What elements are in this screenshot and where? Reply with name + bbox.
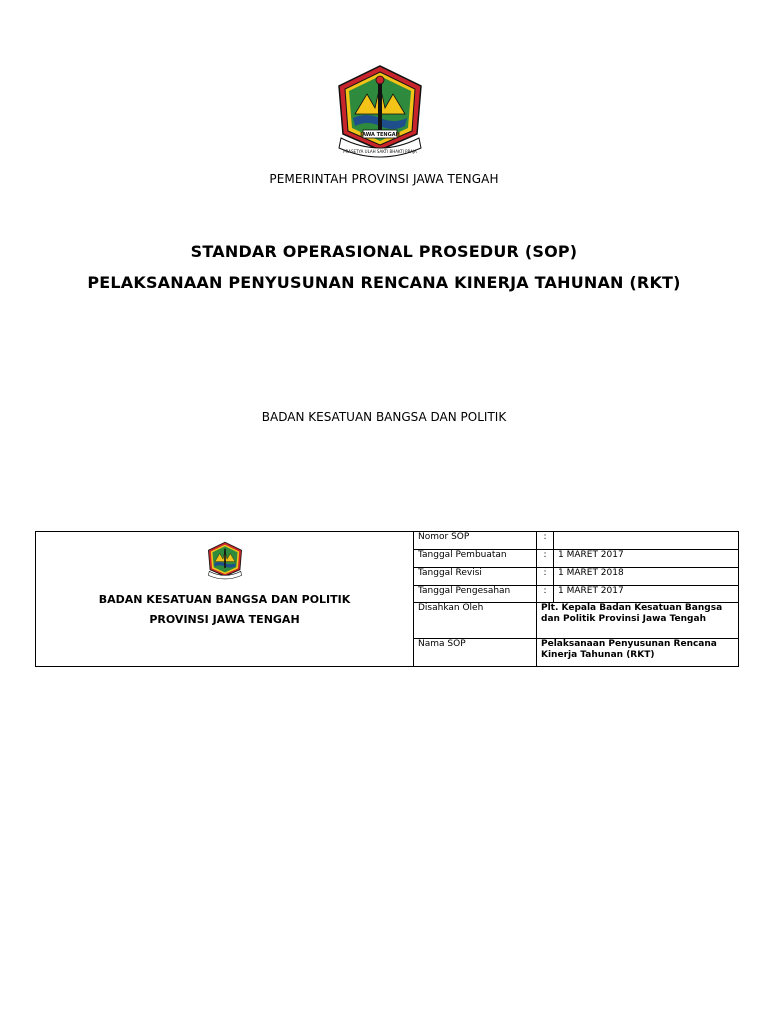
label-tanggal-pengesahan: Tanggal Pengesahan [414, 586, 537, 603]
document-title-line2: PELAKSANAAN PENYUSUNAN RENCANA KINERJA TAHUNAN (RKT) [87, 273, 681, 292]
label-disahkan-oleh: Disahkan Oleh [414, 603, 537, 639]
logo-ribbon-bottom: PRASETYA ULAH SAKTI BHAKTI PRAJA [343, 149, 417, 154]
disahkan-oleh-line2: dan Politik Provinsi Jawa Tengah [541, 614, 706, 624]
government-name: PEMERINTAH PROVINSI JAWA TENGAH [269, 172, 499, 186]
logo-ribbon-top: JAWA TENGAH [360, 132, 400, 138]
value-tanggal-pengesahan: 1 MARET 2017 [554, 586, 739, 603]
org-name-line2: PROVINSI JAWA TENGAH [149, 613, 300, 626]
agency-name: BADAN KESATUAN BANGSA DAN POLITIK [261, 410, 507, 424]
nama-sop-line1: Pelaksanaan Penyusunan Rencana [541, 639, 717, 649]
org-name-line1: BADAN KESATUAN BANGSA DAN POLITIK [98, 593, 351, 606]
value-tanggal-revisi: 1 MARET 2018 [554, 568, 739, 586]
org-cell [36, 532, 414, 667]
disahkan-oleh-line1: Plt. Kepala Badan Kesatuan Bangsa [541, 603, 723, 613]
document-title-line1: STANDAR OPERASIONAL PROSEDUR (SOP) [190, 242, 578, 261]
label-tanggal-pembuatan: Tanggal Pembuatan [414, 550, 537, 568]
value-nama-sop [537, 639, 739, 667]
colon: : [537, 586, 554, 603]
value-disahkan-oleh [537, 603, 739, 639]
jawa-tengah-emblem-small [206, 541, 244, 583]
label-nama-sop: Nama SOP [414, 639, 537, 667]
colon: : [537, 568, 554, 586]
jawa-tengah-emblem [333, 64, 427, 166]
table-row [36, 532, 739, 550]
label-tanggal-revisi: Tanggal Revisi [414, 568, 537, 586]
sop-info-table [35, 531, 739, 667]
colon: : [537, 550, 554, 568]
value-nomor-sop [554, 532, 739, 550]
label-nomor-sop: Nomor SOP [414, 532, 537, 550]
nama-sop-line2: Kinerja Tahunan (RKT) [541, 650, 655, 660]
value-tanggal-pembuatan: 1 MARET 2017 [554, 550, 739, 568]
colon: : [537, 532, 554, 550]
